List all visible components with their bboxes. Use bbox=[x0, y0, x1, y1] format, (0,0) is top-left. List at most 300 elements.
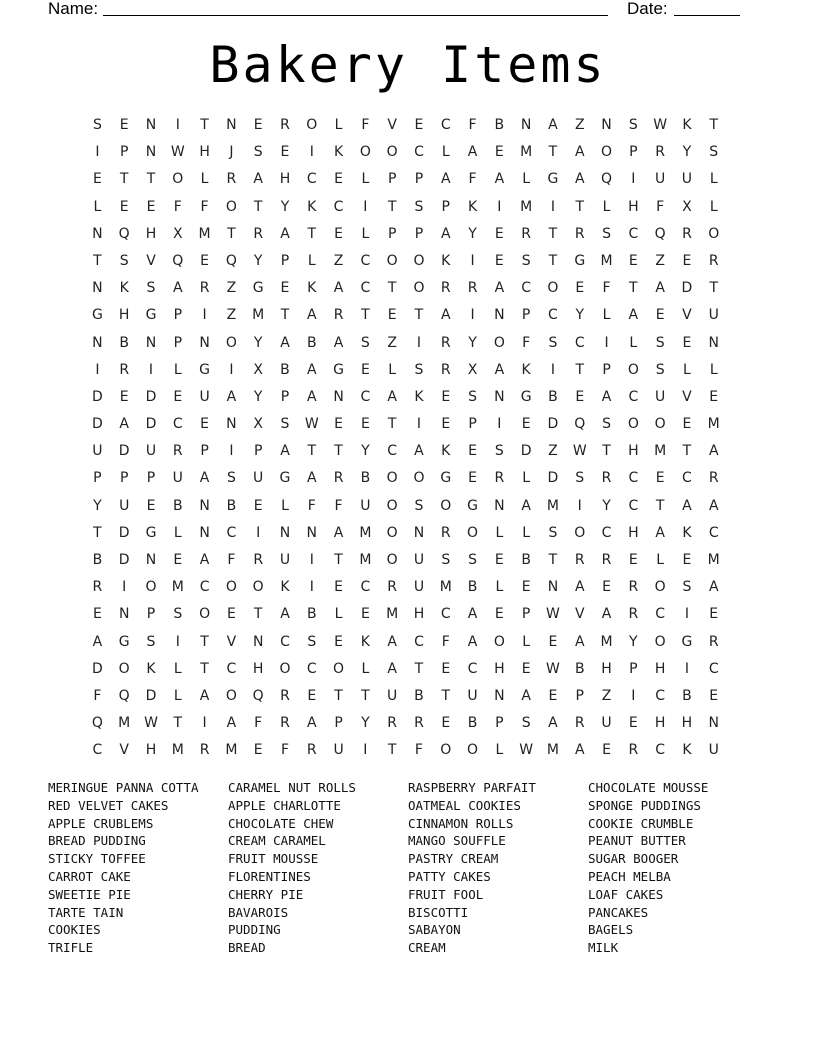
grid-letter: W bbox=[546, 606, 560, 623]
grid-letter: U bbox=[279, 552, 291, 568]
grid-letter: E bbox=[441, 715, 451, 732]
grid-letter: K bbox=[441, 443, 451, 460]
grid-letter: K bbox=[682, 524, 692, 541]
grid-letter: G bbox=[467, 497, 478, 514]
grid-letter: D bbox=[92, 660, 103, 677]
word-list-item: CHERRY PIE bbox=[228, 886, 304, 902]
grid-letter: H bbox=[413, 606, 425, 623]
grid-letter: E bbox=[655, 307, 665, 324]
grid-letter: A bbox=[414, 443, 424, 460]
grid-letter: E bbox=[200, 252, 210, 269]
grid-letter: C bbox=[360, 280, 371, 297]
grid-letter: N bbox=[279, 524, 291, 541]
grid-letter: C bbox=[708, 660, 719, 677]
grid-letter: T bbox=[200, 117, 209, 133]
grid-letter: T bbox=[548, 552, 558, 568]
grid-letter: E bbox=[682, 334, 692, 351]
grid-letter: Z bbox=[226, 280, 237, 297]
grid-letter: B bbox=[92, 552, 103, 568]
grid-row bbox=[84, 547, 727, 574]
word-list-item: CREAM bbox=[408, 940, 446, 956]
grid-letter: A bbox=[708, 579, 719, 596]
grid-letter: Y bbox=[629, 633, 638, 650]
grid-letter: R bbox=[655, 144, 665, 161]
grid-letter: T bbox=[548, 252, 558, 269]
grid-letter: B bbox=[574, 660, 585, 677]
grid-letter: N bbox=[145, 552, 157, 568]
grid-row bbox=[84, 493, 727, 520]
grid-letter: P bbox=[575, 687, 584, 704]
grid-letter: J bbox=[229, 144, 234, 161]
word-list-item: CHOCOLATE CHEW bbox=[228, 815, 334, 831]
grid-row bbox=[84, 683, 727, 710]
grid-letter: H bbox=[199, 144, 210, 161]
grid-letter: U bbox=[467, 687, 478, 704]
grid-letter: S bbox=[628, 117, 638, 133]
grid-letter: C bbox=[467, 660, 478, 677]
grid-letter: P bbox=[441, 198, 450, 215]
grid-letter: T bbox=[414, 307, 424, 324]
grid-letter: A bbox=[440, 171, 451, 188]
word-list-item: CARROT CAKE bbox=[48, 868, 131, 884]
grid-letter: M bbox=[600, 252, 613, 269]
grid-letter: A bbox=[494, 171, 505, 188]
grid-letter: T bbox=[200, 633, 209, 650]
grid-letter: O bbox=[386, 497, 398, 514]
grid-letter: P bbox=[495, 715, 504, 732]
grid-letter: G bbox=[574, 252, 586, 269]
grid-letter: F bbox=[173, 198, 182, 215]
grid-letter: N bbox=[252, 633, 264, 650]
grid-letter: O bbox=[654, 416, 666, 433]
grid-letter: R bbox=[440, 361, 451, 378]
grid-letter: S bbox=[709, 144, 719, 161]
grid-letter: F bbox=[280, 742, 289, 759]
puzzle-title: Bakery Items bbox=[209, 36, 607, 94]
grid-letter: W bbox=[170, 144, 185, 161]
word-list-item: CARAMEL NUT ROLLS bbox=[228, 780, 356, 795]
grid-row bbox=[84, 710, 727, 737]
word-list-column bbox=[48, 779, 228, 957]
grid-letter: T bbox=[307, 225, 317, 242]
grid-letter: F bbox=[468, 171, 477, 188]
grid-letter: E bbox=[521, 660, 531, 677]
grid-letter: S bbox=[521, 715, 531, 732]
grid-letter: V bbox=[387, 117, 397, 133]
grid-letter: A bbox=[387, 660, 397, 677]
grid-letter: C bbox=[333, 198, 344, 215]
grid-letter: C bbox=[548, 307, 558, 324]
grid-letter: G bbox=[118, 633, 130, 650]
grid-letter: L bbox=[361, 225, 370, 242]
grid-letter: U bbox=[172, 470, 183, 487]
grid-letter: N bbox=[601, 117, 612, 133]
grid-letter: E bbox=[441, 388, 451, 405]
grid-letter: O bbox=[627, 361, 639, 378]
grid-letter: O bbox=[333, 660, 345, 677]
grid-letter: A bbox=[467, 606, 478, 623]
grid-letter: S bbox=[468, 388, 477, 405]
grid-letter: R bbox=[414, 715, 424, 732]
grid-letter: S bbox=[441, 552, 451, 568]
grid-letter: E bbox=[468, 470, 477, 487]
grid-letter: K bbox=[146, 660, 156, 677]
grid-letter: Y bbox=[602, 497, 611, 514]
grid-letter: K bbox=[467, 198, 478, 215]
grid-letter: B bbox=[467, 579, 478, 596]
grid-letter: T bbox=[682, 443, 692, 460]
grid-letter: P bbox=[521, 606, 531, 623]
grid-letter: E bbox=[548, 687, 558, 704]
grid-letter: P bbox=[280, 252, 290, 269]
grid-letter: I bbox=[631, 171, 636, 188]
grid-letter: T bbox=[173, 715, 183, 732]
grid-letter: S bbox=[414, 198, 424, 215]
grid-letter: O bbox=[467, 742, 479, 759]
grid-letter: O bbox=[252, 579, 264, 596]
grid-letter: L bbox=[522, 633, 531, 650]
grid-letter: G bbox=[440, 470, 452, 487]
name-blank-line bbox=[103, 15, 608, 16]
word-list-item: PATTY CAKES bbox=[408, 868, 491, 884]
grid-letter: R bbox=[708, 470, 719, 487]
grid-letter: A bbox=[280, 606, 290, 623]
grid-letter: I bbox=[148, 361, 154, 378]
grid-letter: D bbox=[145, 687, 157, 704]
grid-letter: E bbox=[119, 117, 129, 133]
grid-letter: A bbox=[280, 225, 290, 242]
grid-letter: A bbox=[708, 443, 719, 460]
grid-letter: E bbox=[146, 497, 156, 514]
grid-letter: E bbox=[468, 443, 477, 460]
grid-letter: P bbox=[119, 144, 129, 161]
grid-letter: C bbox=[655, 742, 666, 759]
grid-letter: H bbox=[654, 715, 666, 732]
grid-letter: T bbox=[387, 742, 397, 759]
grid-letter: A bbox=[306, 388, 317, 405]
grid-letter: O bbox=[359, 144, 371, 161]
grid-letter: Q bbox=[601, 171, 613, 188]
grid-row bbox=[84, 384, 727, 411]
grid-letter: P bbox=[602, 361, 611, 378]
grid-letter: N bbox=[520, 117, 532, 133]
word-list-item: BAGELS bbox=[588, 922, 634, 938]
grid-letter: E bbox=[628, 252, 638, 269]
grid-letter: Z bbox=[601, 687, 612, 704]
grid-letter: E bbox=[119, 388, 129, 405]
grid-letter: M bbox=[520, 144, 533, 161]
grid-letter: G bbox=[252, 280, 264, 297]
grid-letter: I bbox=[470, 252, 475, 269]
grid-row bbox=[84, 656, 727, 683]
grid-letter: L bbox=[361, 171, 370, 188]
grid-letter: C bbox=[306, 660, 317, 677]
grid-letter: S bbox=[414, 497, 424, 514]
grid-letter: B bbox=[521, 552, 531, 568]
grid-letter: L bbox=[495, 579, 504, 596]
grid-letter: P bbox=[629, 660, 638, 677]
grid-letter: M bbox=[118, 715, 131, 732]
grid-letter: I bbox=[95, 144, 100, 161]
grid-letter: K bbox=[682, 117, 692, 133]
grid-letter: A bbox=[306, 307, 317, 324]
grid-letter: E bbox=[575, 280, 585, 297]
word-list-item: COOKIES bbox=[48, 922, 101, 938]
grid-letter: K bbox=[682, 742, 692, 759]
word-list-item: PUDDING bbox=[228, 922, 281, 938]
grid-letter: F bbox=[254, 715, 263, 732]
grid-letter: I bbox=[309, 144, 314, 161]
grid-letter: A bbox=[601, 606, 612, 623]
grid-letter: C bbox=[655, 687, 666, 704]
grid-letter: S bbox=[360, 334, 370, 351]
grid-letter: U bbox=[145, 443, 157, 460]
grid-letter: B bbox=[172, 497, 183, 514]
grid-letter: E bbox=[494, 144, 504, 161]
grid-letter: I bbox=[497, 416, 502, 433]
grid-letter: E bbox=[226, 606, 236, 623]
grid-letter: F bbox=[361, 117, 370, 133]
grid-letter: N bbox=[145, 117, 157, 133]
grid-letter: R bbox=[708, 633, 719, 650]
grid-letter: A bbox=[494, 361, 505, 378]
grid-letter: K bbox=[360, 633, 370, 650]
grid-letter: M bbox=[707, 552, 720, 568]
grid-letter: E bbox=[494, 252, 504, 269]
grid-letter: S bbox=[92, 117, 102, 133]
word-list-item: COOKIE CRUMBLE bbox=[588, 815, 694, 831]
grid-letter: Q bbox=[172, 252, 184, 269]
grid-letter: M bbox=[252, 307, 265, 324]
grid-letter: C bbox=[226, 660, 237, 677]
grid-letter: X bbox=[172, 225, 183, 242]
grid-letter: C bbox=[440, 117, 451, 133]
grid-letter: V bbox=[226, 633, 237, 650]
grid-letter: F bbox=[93, 687, 102, 704]
grid-letter: W bbox=[653, 117, 668, 133]
grid-letter: S bbox=[226, 470, 236, 487]
grid-letter: S bbox=[468, 552, 477, 568]
grid-row bbox=[84, 194, 727, 221]
grid-letter: I bbox=[202, 307, 207, 324]
grid-letter: E bbox=[253, 742, 263, 759]
grid-letter: R bbox=[601, 552, 612, 568]
grid-letter: U bbox=[199, 388, 210, 405]
grid-letter: O bbox=[172, 171, 184, 188]
grid-letter: L bbox=[361, 660, 370, 677]
grid-letter: I bbox=[122, 579, 127, 596]
grid-letter: K bbox=[307, 198, 317, 215]
grid-letter: T bbox=[387, 280, 397, 297]
grid-letter: O bbox=[467, 524, 479, 541]
word-list-column bbox=[588, 779, 768, 957]
grid-letter: T bbox=[387, 416, 397, 433]
grid-letter: E bbox=[682, 552, 692, 568]
grid-letter: B bbox=[548, 388, 558, 405]
word-list-item: PEANUT BUTTER bbox=[588, 833, 686, 849]
grid-letter: R bbox=[440, 334, 451, 351]
grid-letter: G bbox=[145, 307, 157, 324]
grid-letter: F bbox=[441, 633, 450, 650]
grid-letter: U bbox=[253, 470, 264, 487]
letter-grid bbox=[84, 112, 727, 765]
grid-letter: A bbox=[494, 280, 505, 297]
grid-letter: C bbox=[628, 470, 639, 487]
grid-letter: C bbox=[360, 388, 371, 405]
grid-letter: A bbox=[548, 117, 558, 133]
grid-letter: K bbox=[441, 252, 451, 269]
grid-letter: R bbox=[199, 742, 210, 759]
grid-letter: B bbox=[682, 687, 692, 704]
grid-letter: A bbox=[521, 497, 531, 514]
grid-letter: E bbox=[441, 416, 451, 433]
grid-letter: I bbox=[229, 443, 234, 460]
grid-letter: E bbox=[628, 715, 638, 732]
grid-letter: I bbox=[309, 552, 314, 568]
grid-letter: E bbox=[253, 117, 263, 133]
grid-letter: F bbox=[227, 552, 236, 568]
grid-letter: L bbox=[522, 171, 531, 188]
grid-row bbox=[84, 112, 727, 139]
grid-letter: P bbox=[334, 715, 343, 732]
grid-letter: M bbox=[546, 497, 559, 514]
word-list-item: FLORENTINES bbox=[228, 868, 311, 884]
grid-letter: A bbox=[655, 280, 665, 297]
grid-letter: L bbox=[602, 198, 611, 215]
grid-letter: G bbox=[145, 524, 157, 541]
grid-letter: C bbox=[628, 497, 639, 514]
grid-letter: Y bbox=[361, 443, 370, 460]
grid-letter: B bbox=[280, 361, 290, 378]
grid-letter: V bbox=[682, 307, 692, 324]
grid-letter: Q bbox=[574, 416, 586, 433]
grid-letter: C bbox=[414, 633, 424, 650]
worksheet-header bbox=[48, 0, 748, 20]
grid-letter: E bbox=[334, 416, 343, 433]
grid-letter: F bbox=[307, 497, 316, 514]
grid-letter: M bbox=[171, 579, 184, 596]
grid-letter: O bbox=[547, 280, 559, 297]
grid-letter: H bbox=[628, 524, 639, 541]
grid-letter: C bbox=[628, 388, 639, 405]
grid-letter: A bbox=[173, 280, 183, 297]
grid-letter: A bbox=[601, 388, 612, 405]
word-list-item: RASPBERRY PARFAIT bbox=[408, 780, 536, 795]
grid-letter: E bbox=[307, 687, 317, 704]
grid-letter: V bbox=[574, 606, 585, 623]
grid-letter: E bbox=[682, 416, 692, 433]
grid-letter: C bbox=[92, 742, 103, 759]
grid-letter: E bbox=[521, 579, 531, 596]
grid-letter: T bbox=[602, 443, 611, 460]
grid-letter: M bbox=[600, 633, 613, 650]
grid-letter: P bbox=[173, 334, 183, 351]
grid-letter: E bbox=[521, 416, 531, 433]
grid-letter: A bbox=[655, 524, 665, 541]
grid-letter: S bbox=[548, 524, 558, 541]
grid-letter: L bbox=[173, 361, 182, 378]
grid-letter: O bbox=[386, 524, 398, 541]
grid-letter: E bbox=[575, 388, 585, 405]
grid-letter: C bbox=[360, 579, 371, 596]
word-list-item: TARTE TAIN bbox=[48, 904, 124, 920]
grid-letter: W bbox=[144, 715, 158, 732]
grid-letter: T bbox=[709, 280, 718, 297]
grid-letter: N bbox=[118, 606, 130, 623]
grid-letter: O bbox=[413, 470, 425, 487]
grid-row bbox=[84, 166, 727, 193]
grid-letter: O bbox=[627, 416, 639, 433]
grid-letter: O bbox=[386, 252, 398, 269]
grid-letter: A bbox=[333, 524, 344, 541]
grid-letter: D bbox=[547, 470, 559, 487]
date-label: Date: bbox=[627, 0, 668, 18]
grid-letter: N bbox=[494, 497, 505, 514]
grid-letter: P bbox=[173, 307, 183, 324]
grid-letter: I bbox=[604, 334, 609, 351]
grid-letter: D bbox=[520, 443, 532, 460]
grid-letter: O bbox=[654, 633, 666, 650]
grid-letter: L bbox=[522, 524, 531, 541]
grid-letter: A bbox=[708, 497, 719, 514]
grid-letter: Q bbox=[118, 687, 130, 704]
grid-letter: S bbox=[307, 633, 317, 650]
grid-letter: O bbox=[145, 579, 157, 596]
grid-letter: T bbox=[93, 524, 102, 541]
grid-letter: N bbox=[708, 715, 719, 732]
grid-letter: E bbox=[334, 633, 343, 650]
grid-letter: S bbox=[146, 280, 156, 297]
grid-letter: L bbox=[173, 687, 182, 704]
word-list-item: PANCAKES bbox=[588, 904, 649, 920]
grid-letter: S bbox=[682, 579, 692, 596]
word-list-item: APPLE CHARLOTTE bbox=[228, 797, 341, 813]
grid-letter: R bbox=[521, 225, 532, 242]
grid-letter: T bbox=[253, 198, 263, 215]
grid-letter: E bbox=[92, 171, 102, 188]
grid-letter: S bbox=[602, 225, 611, 242]
grid-letter: A bbox=[574, 579, 585, 596]
grid-letter: R bbox=[333, 470, 344, 487]
grid-letter: R bbox=[306, 742, 317, 759]
name-label: Name: bbox=[48, 0, 99, 18]
grid-letter: U bbox=[387, 687, 398, 704]
grid-letter: Y bbox=[468, 334, 477, 351]
grid-letter: R bbox=[574, 225, 585, 242]
word-list-item: MERINGUE PANNA COTTA bbox=[48, 780, 199, 795]
grid-letter: H bbox=[252, 660, 264, 677]
grid-letter: D bbox=[92, 388, 103, 405]
grid-letter: E bbox=[441, 660, 451, 677]
word-list-item: CINNAMON ROLLS bbox=[408, 815, 514, 831]
grid-letter: E bbox=[253, 497, 263, 514]
grid-letter: E bbox=[494, 552, 504, 568]
grid-letter: O bbox=[279, 660, 291, 677]
grid-letter: Z bbox=[387, 334, 397, 351]
word-list-item: FRUIT MOUSSE bbox=[228, 851, 319, 867]
grid-letter: T bbox=[200, 660, 209, 677]
word-list-item: TRIFLE bbox=[48, 940, 94, 956]
grid-letter: W bbox=[572, 443, 587, 460]
grid-letter: Y bbox=[682, 144, 692, 161]
grid-letter: B bbox=[494, 117, 505, 133]
grid-letter: Y bbox=[468, 225, 477, 242]
grid-letter: C bbox=[521, 280, 532, 297]
grid-letter: R bbox=[628, 742, 639, 759]
grid-row bbox=[84, 574, 727, 601]
grid-letter: O bbox=[225, 687, 237, 704]
grid-row bbox=[84, 520, 727, 547]
